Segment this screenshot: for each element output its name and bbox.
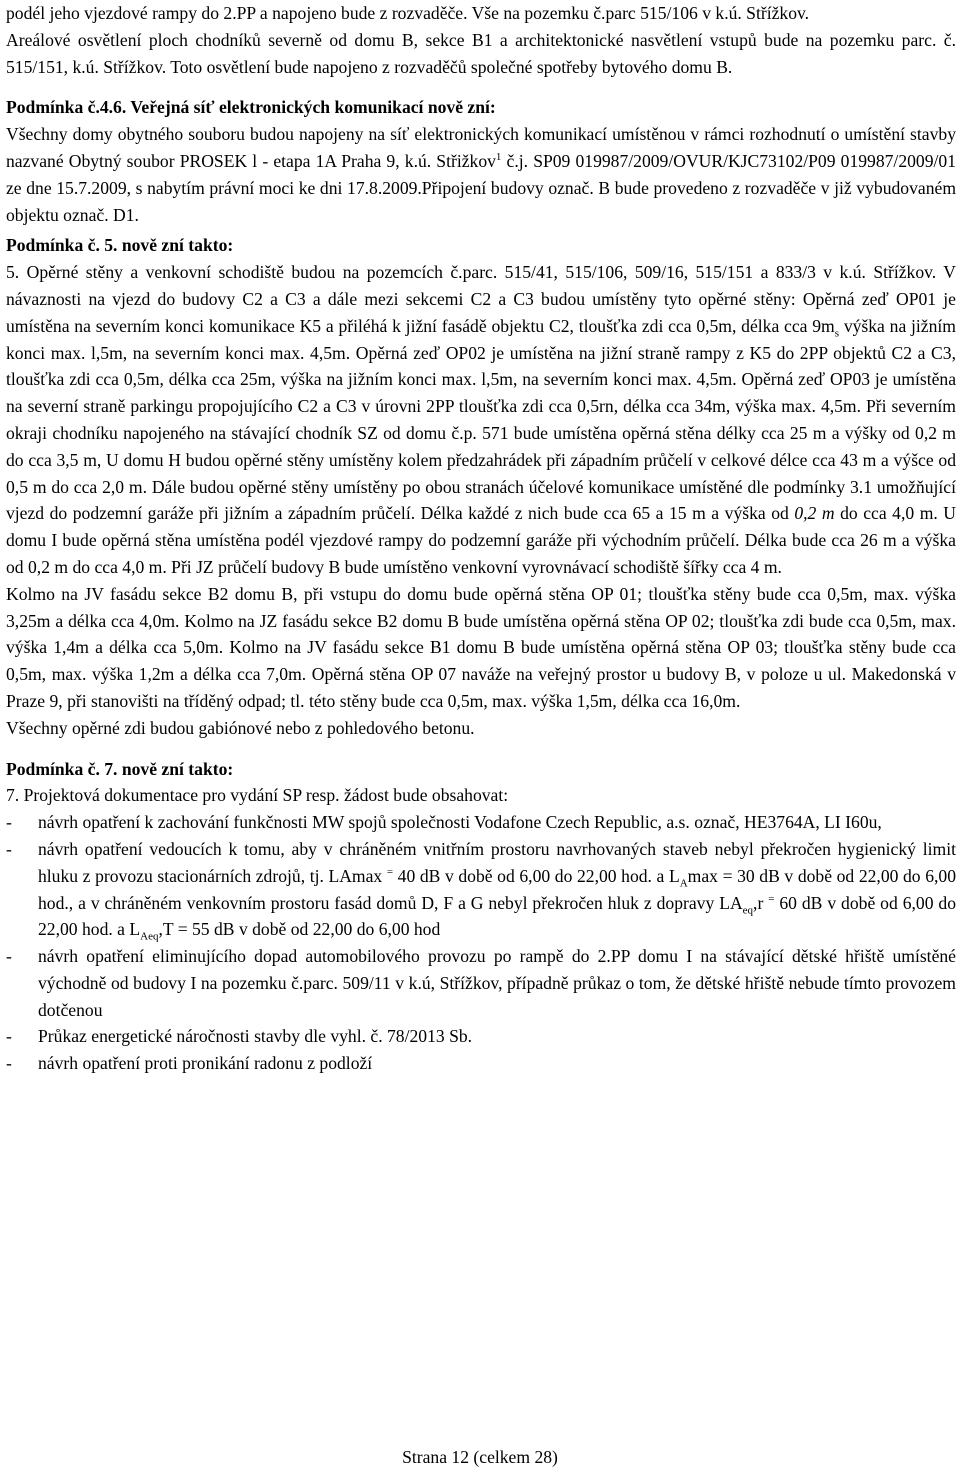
list-dash: - [6, 946, 12, 967]
condition-4-6-heading: Podmínka č.4.6. Veřejná síť elektronických komunikací nově zní: [6, 97, 496, 118]
condition-5-text-c: do cca 4,0 m. U domu I bude opěrná stěna umístěna podél vjezdové rampy do podzemní garáže při východním průčelí. Délka bude cca 26 m a výška od 0,2 m do cca 4,0 m. Při JZ průčelí budovy B bude umístěno venkovní vyrovnávací schodiště šířky cca 4 m. [6, 503, 957, 577]
list-dash: - [6, 812, 12, 833]
spacer [6, 80, 956, 94]
list-dash: - [6, 838, 12, 859]
condition-5-heading: Podmínka č. 5. nově zní takto: [6, 235, 234, 256]
condition-4-6-text-a: Všechny domy obytného souboru budou napojeny na síť elektronických komunikací umístěnou v rámci rozhodnutí o umístění stavby nazvané Obytný soubor PROSEK l - etapa 1A Praha 9, k.ú. Střižkov [6, 124, 956, 171]
list-item-text [38, 836, 956, 943]
subscript: A [679, 877, 688, 890]
subscript: eq [742, 904, 754, 917]
spacer [6, 742, 956, 756]
list-item [6, 836, 956, 943]
text-run: 60 dB v době od 6,00 do 22,00 hod. a L [38, 892, 957, 940]
list-item-text: návrh opatření eliminujícího dopad automobilového provozu po rampě do 2.PP domu I na stávající dětské hřiště umístěné východně od budovy I na pozemku č.parc. 509/11 v k.ú, Střížkov, případně průkaz o tom, že dětské hřiště nebude tímto provozem dotčenou [38, 946, 956, 1020]
condition-5-text-b: výška na jižním konci max. l,5m, na severním konci max. 4,5m. Opěrná zeď OP02 je umístěna na jižní straně rampy z K5 do 2PP objektů C2 a C3, tloušťka zdi cca 0,5m, délka cca 25m, výška na jižním konci max. l,5m, na severním konci max. 4,5m. Opěrná zeď OP03 je umístěna na severní straně parkingu propojujícího C2 a C3 v úrovni 2PP tloušťka zdi cca 0,5rn, délka cca 34m, výška max. 4,5m. Při severním okraji chodníku napojeného na stávající chodník SZ od domu č.p. 571 bude umístěna opěrná stěna délky cca 25 m a výšky od 0,2 m do cca 3,5 m, U domu H budou opěrné stěny umístěny kolem předzahrádek při západním průčelí v celkové délce cca 43 m a výšce od 0,5 m do cca 2,0 m. Dále budou opěrné stěny umístěny po obou stranách účelové komunikace umístěné dle podmínky 3.1 umožňující vjezd do podzemní garáže při jižním a západním průčelí. Délka každé z nich bude cca 65 a 15 m a výška od [6, 315, 956, 524]
condition-5-text-a: 5. Opěrné stěny a venkovní schodiště budou na pozemcích č.parc. 515/41, 515/106, 509/16, 515/151 a 833/3 v k.ú. Střížkov. V návaznosti na vjezd do budovy C2 a C3 a dále mezi sekcemi C2 a C3 budou umístěny tyto opěrné stěny: Opěrná zeď OP01 je umístěna na severním konci komunikace K5 a přiléhá k jižní fasádě objektu C2, tloušťka zdi cca 0,5m, délka cca 9m [6, 262, 956, 336]
emphasis: 0,2 m [794, 503, 835, 524]
paragraph-intro-1: podél jeho vjezdové rampy do 2.PP a napojeno bude z rozvaděče. Vše na pozemku č.parc 515/106 v k.ú. Střížkov. [6, 3, 810, 23]
paragraph-intro-2: Areálové osvětlení ploch chodníků severně od domu B, sekce B1 a architektonické nasvětlení vstupů bude na pozemku parc. č. 515/151, k.ú. Střížkov. Toto osvětlení bude napojeno z rozvaděčů společné spotřeby bytového domu B. [6, 29, 956, 77]
condition-7-intro: 7. Projektová dokumentace pro vydání SP resp. žádost bude obsahovat: [6, 785, 509, 806]
text-run: 40 dB v době od 6,00 do 22,00 hod. a L [393, 865, 680, 886]
superscript: = [386, 865, 394, 878]
text-run: návrh opatření vedoucích k tomu, aby v chráněném vnitřním prostoru navrhovaných staveb nebyl překročen hygienický limit hluku z provozu stacionárních zdrojů, tj. LAmax [38, 838, 956, 886]
condition-4-6-text [6, 121, 956, 228]
list-item [6, 1023, 956, 1050]
superscript: 1 [495, 151, 502, 164]
condition-7-heading: Podmínka č. 7. nově zní takto: [6, 758, 234, 779]
subscript: Aeq [140, 930, 159, 943]
superscript: = [768, 892, 775, 905]
text-run: ,r [753, 892, 769, 913]
page-footer: Strana 12 (celkem 28) [402, 1447, 558, 1467]
list-item [6, 1050, 956, 1077]
list-item-text: návrh opatření proti pronikání radonu z podloží [38, 1053, 373, 1074]
list-item [6, 809, 956, 836]
condition-5-paragraph-3: Všechny opěrné zdi budou gabiónové nebo z pohledového betonu. [6, 717, 475, 738]
condition-4-6-text-b: č.j. SP09 019987/2009/OVUR/KJC73102/P09 019987/2009/01 ze dne 15.7.2009, s nabytím právní moci ke dni 17.8.2009.Připojení budovy označ. B bude provedeno z rozvaděče v již vybudovaném objektu označ. D1. [6, 150, 956, 225]
list-item-text: Průkaz energetické náročnosti stavby dle vyhl. č. 78/2013 Sb. [38, 1026, 473, 1047]
list-item-text: návrh opatření k zachování funkčnosti MW spojů společnosti Vodafone Czech Republic, a.s. označ, HE3764A, LI I60u, [38, 812, 882, 833]
text-run: max = 30 dB v době od 22,00 do 6,00 hod., a v chráněném venkovním prostoru fasád domů D, F a G nebyl překročen hluk z dopravy LA [38, 865, 956, 913]
list-item [6, 943, 956, 1023]
condition-5-paragraph-2: Kolmo na JV fasádu sekce B2 domu B, při vstupu do domu bude opěrná stěna OP 01; tloušťka stěny bude cca 0,5m, max. výška 3,25m a délka cca 4,0m. Kolmo na JZ fasádu sekce B2 domu B bude umístěna opěrná stěna OP 02; tloušťka zdi bude cca 0,5m, max. výška 1,4m a délka cca 5,0m. Kolmo na JV fasádu sekce B1 domu B bude umístěna opěrná stěna OP 03; tloušťka stěny bude cca 0,5m, max. výška 1,2m a délka cca 7,0m. Opěrná stěna OP 07 naváže na veřejný prostor u budovy B, v poloze u ul. Makedonská v Praze 9, při stanovišti na tříděný odpad; tl. této stěny bude cca 0,5m, max. výška 1,5m, délka cca 16,0m. [6, 583, 956, 711]
condition-5-paragraph-1 [6, 259, 956, 581]
subscript: s [834, 327, 840, 340]
list-dash: - [6, 1026, 12, 1047]
list-dash: - [6, 1053, 12, 1074]
text-run: ,T = 55 dB v době od 22,00 do 6,00 hod [158, 919, 441, 940]
